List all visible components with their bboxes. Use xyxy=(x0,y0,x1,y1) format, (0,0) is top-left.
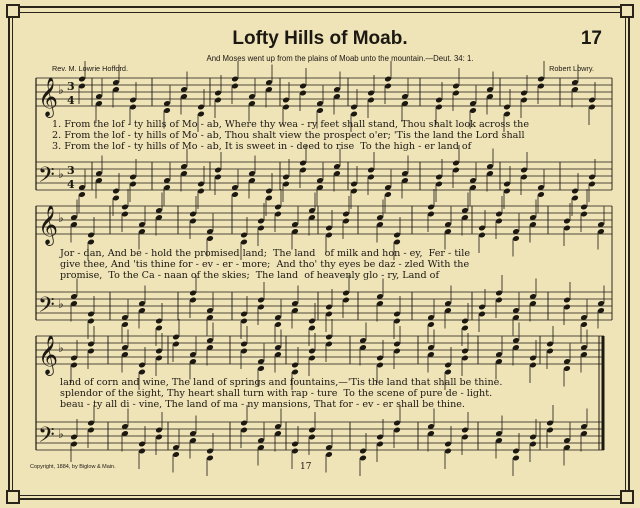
flat-sign: ♭ xyxy=(58,341,64,355)
treble-clef: 𝄞 xyxy=(38,77,59,117)
lyric-verse3-system1: 3. From the lof - ty hills of Mo - ab, It is sweet in - deed to rise To the high - er land of xyxy=(52,141,472,152)
lyric-verse1-system1: 1. From the lof - ty hills of Mo - ab, Where thy wea - ry feet shall stand, Thou shalt look across the xyxy=(52,119,530,130)
lyric-verse2-system1: 2. From the lof - ty hills of Mo - ab, Thou shalt view the prospect o'er; 'Tis the land the Lord shall xyxy=(52,130,525,141)
treble-clef: 𝄞 xyxy=(38,205,59,245)
lyricist-credit: Rev. M. Lowrie Hofford. xyxy=(52,64,128,73)
flat-sign: ♭ xyxy=(58,83,64,97)
page-number: 17 xyxy=(300,462,312,472)
flat-sign: ♭ xyxy=(58,427,64,441)
hymn-number: 17 xyxy=(580,28,602,49)
copyright-notice: Copyright, 1884, by Biglow & Main. xyxy=(30,464,116,470)
bass-clef: 𝄢 xyxy=(38,163,55,193)
time-signature-bottom: 4 xyxy=(67,94,75,107)
lyric-verse1-system3: land of corn and wine, The land of springs and fountains,—'Tis the land that shall be thine. xyxy=(60,377,503,388)
lyric-verse1-system2: Jor - dan, And be - hold the promised land; The land of milk and hon - ey, Fer - tile xyxy=(60,248,470,259)
treble-clef: 𝄞 xyxy=(38,335,59,375)
time-signature-top: 3 xyxy=(67,80,75,93)
time-signature-bottom: 4 xyxy=(67,178,75,191)
flat-sign: ♭ xyxy=(58,297,64,311)
lyric-verse2-system2: give thee, And 'tis thine for - ev - er - more; And tho' thy eyes be daz - zled With the xyxy=(60,259,470,270)
time-signature-top: 3 xyxy=(67,164,75,177)
lyric-verse2-system3: splendor of the sight, Thy heart shall turn with rap - ture To the scene of pure de - light. xyxy=(60,388,493,399)
hymn-title: Lofty Hills of Moab. xyxy=(232,28,408,49)
bass-clef: 𝄢 xyxy=(38,423,55,453)
flat-sign: ♭ xyxy=(58,167,64,181)
flat-sign: ♭ xyxy=(58,211,64,225)
bass-clef: 𝄢 xyxy=(38,293,55,323)
composer-credit: Robert Lowry. xyxy=(549,64,594,73)
scripture-reference: And Moses went up from the plains of Moab unto the mountain.—Deut. 34: 1. xyxy=(206,54,474,63)
lyric-verse3-system3: beau - ty all di - vine, The land of ma - ny mansions, That for - ev - er shall be thine. xyxy=(60,399,465,410)
lyric-verse3-system2: promise, To the Ca - naan of the skies; The land of heavenly glo - ry, Land of xyxy=(60,270,440,281)
